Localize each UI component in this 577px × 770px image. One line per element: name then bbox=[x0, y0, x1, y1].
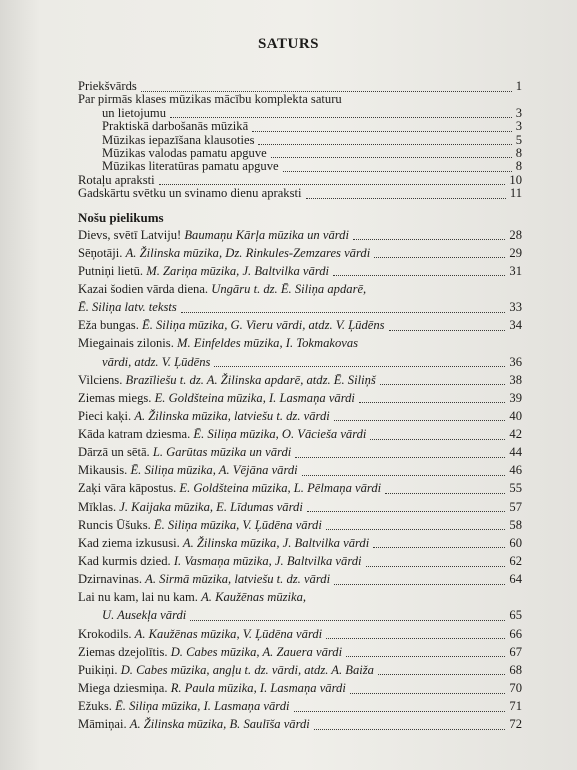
entry-credits: Ē. Siliņa latv. teksts bbox=[78, 300, 177, 315]
dot-leader bbox=[190, 606, 505, 621]
entry-credits: J. Kaijaka mūzika, E. Līdumas vārdi bbox=[119, 499, 303, 514]
entry-credits: M. Zariņa mūzika, J. Baltvilka vārdi bbox=[146, 263, 330, 278]
entry-title bbox=[102, 356, 210, 370]
entry-title bbox=[78, 573, 330, 587]
entry-title-text: Māmiņai. bbox=[78, 717, 130, 732]
page-number: 62 bbox=[509, 554, 522, 569]
dot-leader bbox=[370, 425, 505, 440]
entry-title-text: Zaķi vāra kāpostus. bbox=[78, 481, 180, 496]
entry-title bbox=[78, 337, 358, 351]
dot-leader bbox=[181, 298, 506, 313]
entry-title-text: Dārzā un sētā. bbox=[78, 445, 153, 460]
entry-title-text: Puikiņi. bbox=[78, 662, 121, 677]
entry-title bbox=[102, 609, 186, 623]
page-number: 65 bbox=[509, 608, 522, 623]
dot-leader bbox=[389, 316, 506, 331]
page-number: 70 bbox=[509, 681, 522, 696]
entry-credits: Baumaņu Kārļa mūzika un vārdi bbox=[184, 227, 349, 242]
entry-credits: E. Goldšteina mūzika, I. Lasmaņa vārdi bbox=[154, 390, 355, 405]
entry-title bbox=[78, 700, 290, 714]
page-number: 10 bbox=[509, 172, 522, 187]
entry-title-text: Mūzikas literatūras pamatu apguve bbox=[102, 159, 279, 174]
page-number: 36 bbox=[509, 354, 522, 369]
page-number: 55 bbox=[509, 481, 522, 496]
dot-leader bbox=[359, 389, 505, 404]
entry-title bbox=[78, 591, 306, 605]
page-number: 46 bbox=[509, 463, 522, 478]
dot-leader bbox=[326, 625, 505, 640]
page-number: 42 bbox=[509, 427, 522, 442]
entry-title-text: Miegainais zilonis. bbox=[78, 336, 177, 351]
entry-title-text: Ziemas dzejolītis. bbox=[78, 644, 171, 659]
entry-credits: Ungāru t. dz. Ē. Siliņa apdarē, bbox=[211, 281, 367, 296]
entry-title-text: Mūzikas iepazīšana klausoties bbox=[102, 132, 255, 147]
dot-leader bbox=[252, 117, 512, 132]
page-number: 8 bbox=[515, 159, 522, 174]
page-number: 38 bbox=[509, 372, 522, 387]
entry-title-text: Par pirmās klases mūzikas mācību komplekta saturu bbox=[78, 92, 342, 107]
page-number: 67 bbox=[509, 644, 522, 659]
entry-credits: R. Paula mūzika, I. Lasmaņa vārdi bbox=[170, 681, 346, 696]
entry-title bbox=[78, 464, 298, 478]
entry-title bbox=[78, 682, 346, 696]
dot-leader bbox=[346, 643, 505, 658]
page-number: 34 bbox=[509, 318, 522, 333]
dot-leader bbox=[380, 371, 506, 386]
entry-title-text: Praktiskā darbošanās mūzikā bbox=[102, 119, 249, 134]
entry-title-text: Dievs, svētī Latviju! bbox=[78, 227, 185, 242]
entry-credits: A. Žilinska mūzika, latviešu t. dz. vārdi bbox=[134, 408, 330, 423]
entry-title-text: Priekšvārds bbox=[78, 79, 137, 93]
entry-credits: D. Cabes mūzika, A. Zauera vārdi bbox=[170, 644, 343, 659]
entry-credits: A. Kaužēnas mūzika, V. Ļūdēna vārdi bbox=[134, 626, 323, 641]
song-list bbox=[78, 229, 522, 737]
page-number: 58 bbox=[509, 517, 522, 532]
entry-title bbox=[78, 428, 366, 442]
page-title: SATURS bbox=[257, 36, 320, 52]
entry-title bbox=[78, 187, 302, 201]
toc-row bbox=[78, 573, 522, 591]
entry-credits: A. Sirmā mūzika, latviešu t. dz. vārdi bbox=[145, 572, 331, 587]
page-number: 64 bbox=[509, 572, 522, 587]
entry-title bbox=[78, 301, 177, 315]
toc-row bbox=[78, 718, 522, 736]
entry-title-text: Mīklas. bbox=[78, 499, 120, 514]
entry-credits: A. Kaužēnas mūzika, bbox=[201, 590, 307, 605]
entry-credits: Ē. Siliņa mūzika, V. Ļūdēna vārdi bbox=[153, 517, 322, 532]
entry-title bbox=[78, 374, 376, 388]
entry-title-text: Kad ziema izkususi. bbox=[78, 535, 183, 550]
entry-credits: U. Ausekļa vārdi bbox=[102, 608, 187, 623]
entry-title bbox=[78, 446, 291, 460]
page-number: 57 bbox=[509, 499, 522, 514]
entry-title-text: Mūzikas valodas pamatu apguve bbox=[102, 145, 267, 160]
entry-title bbox=[78, 265, 329, 279]
entry-title bbox=[78, 229, 349, 243]
entry-title bbox=[78, 519, 322, 533]
entry-credits: Ē. Siliņa mūzika, I. Lasmaņa vārdi bbox=[115, 699, 290, 714]
page-number: 5 bbox=[515, 132, 522, 147]
entry-title bbox=[78, 392, 355, 406]
page-number: 44 bbox=[509, 445, 522, 460]
toc-row bbox=[78, 187, 522, 200]
page-number: 72 bbox=[509, 717, 522, 732]
entry-credits: Ē. Siliņa mūzika, A. Vējāna vārdi bbox=[130, 463, 298, 478]
entry-title bbox=[78, 501, 303, 515]
entry-credits: M. Einfeldes mūzika, I. Tokmakovas bbox=[177, 336, 359, 351]
entry-title-text: Kazai šodien vārda diena. bbox=[78, 281, 212, 296]
dot-leader bbox=[374, 244, 505, 259]
entry-title-text: Gadskārtu svētku un svinamo dienu apraksti bbox=[78, 186, 302, 201]
page-number: 68 bbox=[509, 662, 522, 677]
page-number: 66 bbox=[509, 626, 522, 641]
dot-leader bbox=[307, 498, 506, 513]
dot-leader bbox=[283, 157, 512, 172]
page-number: 3 bbox=[515, 119, 522, 134]
page-number: 33 bbox=[509, 300, 522, 315]
entry-title-text: Sēņotāji. bbox=[78, 245, 126, 260]
dot-leader bbox=[373, 534, 505, 549]
entry-credits: E. Goldšteina mūzika, L. Pēlmaņa vārdi bbox=[179, 481, 382, 496]
entry-credits: vārdi, atdz. V. Ļūdēns bbox=[102, 354, 211, 369]
dot-leader bbox=[353, 226, 505, 241]
entry-title-text: Krokodils. bbox=[78, 626, 135, 641]
entry-title-text: Pieci kaķi. bbox=[78, 408, 135, 423]
toc-row bbox=[78, 319, 522, 337]
entry-credits: D. Cabes mūzika, angļu t. dz. vārdi, atdz. A. Baiža bbox=[120, 662, 374, 677]
dot-leader bbox=[314, 715, 506, 730]
dot-leader bbox=[350, 679, 506, 694]
entry-title-text: Eža bungas. bbox=[78, 318, 142, 333]
page-number: 3 bbox=[515, 105, 522, 120]
dot-leader bbox=[170, 104, 512, 119]
entry-title bbox=[78, 555, 362, 569]
entry-title-text: Kad kurmis dzied. bbox=[78, 554, 174, 569]
entry-title bbox=[78, 718, 310, 732]
dot-leader bbox=[366, 552, 506, 567]
entry-title bbox=[78, 628, 322, 642]
entry-title-text: Kāda katram dziesma. bbox=[78, 427, 194, 442]
page-number: 71 bbox=[509, 699, 522, 714]
page-number: 29 bbox=[509, 245, 522, 260]
dot-leader bbox=[271, 144, 512, 159]
entry-credits: L. Garūtas mūzika un vārdi bbox=[152, 445, 292, 460]
entry-title-text: Mikausis. bbox=[78, 463, 131, 478]
entry-credits: I. Vasmaņa mūzika, J. Baltvilka vārdi bbox=[173, 554, 362, 569]
entry-title bbox=[78, 247, 370, 261]
dot-leader bbox=[159, 171, 506, 186]
entry-title bbox=[78, 283, 366, 297]
page-number: 39 bbox=[509, 390, 522, 405]
dot-leader bbox=[385, 479, 505, 494]
page-number: 8 bbox=[515, 145, 522, 160]
entry-title-text: Ziemas miegs. bbox=[78, 390, 155, 405]
toc-row bbox=[78, 265, 522, 283]
entry-title-text: Dzirnavinas. bbox=[78, 572, 146, 587]
dot-leader bbox=[214, 353, 505, 368]
dot-leader bbox=[334, 407, 506, 422]
entry-title-text: Miega dziesmiņa. bbox=[78, 681, 171, 696]
entry-credits: Ē. Siliņa mūzika, O. Vācieša vārdi bbox=[193, 427, 367, 442]
entry-credits: A. Žilinska mūzika, J. Baltvilka vārdi bbox=[182, 535, 370, 550]
dot-leader bbox=[378, 661, 505, 676]
dot-leader bbox=[294, 697, 506, 712]
dot-leader bbox=[141, 77, 512, 92]
dot-leader bbox=[258, 131, 511, 146]
dot-leader bbox=[333, 262, 505, 277]
entry-title bbox=[78, 646, 342, 660]
toc-row bbox=[78, 80, 522, 93]
page-number: 60 bbox=[509, 535, 522, 550]
entry-title-text: Lai nu kam, lai nu kam. bbox=[78, 590, 202, 605]
dot-leader bbox=[334, 570, 505, 585]
entry-title bbox=[78, 664, 374, 678]
table-of-contents bbox=[78, 80, 522, 736]
page-number: 31 bbox=[509, 263, 522, 278]
page-number: 40 bbox=[509, 408, 522, 423]
toc-entries bbox=[78, 80, 522, 201]
entry-title-text: Runcis Ūšuks. bbox=[78, 517, 154, 532]
dot-leader bbox=[302, 461, 506, 476]
dot-leader bbox=[326, 516, 506, 531]
entry-credits: A. Žilinska mūzika, Dz. Rinkules-Zemzares vārdi bbox=[125, 245, 371, 260]
entry-credits: Ē. Siliņa mūzika, G. Vieru vārdi, atdz. V. Ļūdēns bbox=[142, 318, 385, 333]
page-number: 28 bbox=[509, 227, 522, 242]
entry-title-text: Ežuks. bbox=[78, 699, 116, 714]
entry-title bbox=[78, 410, 330, 424]
page-number: 11 bbox=[509, 186, 522, 201]
entry-title-text: Rotaļu apraksti bbox=[78, 172, 155, 187]
entry-credits: A. Žilinska mūzika, B. Saulīša vārdi bbox=[129, 717, 310, 732]
entry-title bbox=[78, 537, 369, 551]
entry-credits: Brazīliešu t. dz. A. Žilinska apdarē, atdz. Ē. Siliņš bbox=[125, 372, 376, 387]
entry-title-text: Putniņi lietū. bbox=[78, 263, 147, 278]
entry-title-text: un lietojumu bbox=[102, 105, 167, 120]
entry-title-text: Vilciens. bbox=[78, 372, 126, 387]
page-number: 1 bbox=[515, 79, 522, 93]
section-heading: Nošu pielikums bbox=[78, 209, 164, 225]
dot-leader bbox=[306, 184, 506, 199]
entry-title bbox=[78, 482, 381, 496]
dot-leader bbox=[295, 443, 505, 458]
entry-title bbox=[78, 319, 385, 333]
